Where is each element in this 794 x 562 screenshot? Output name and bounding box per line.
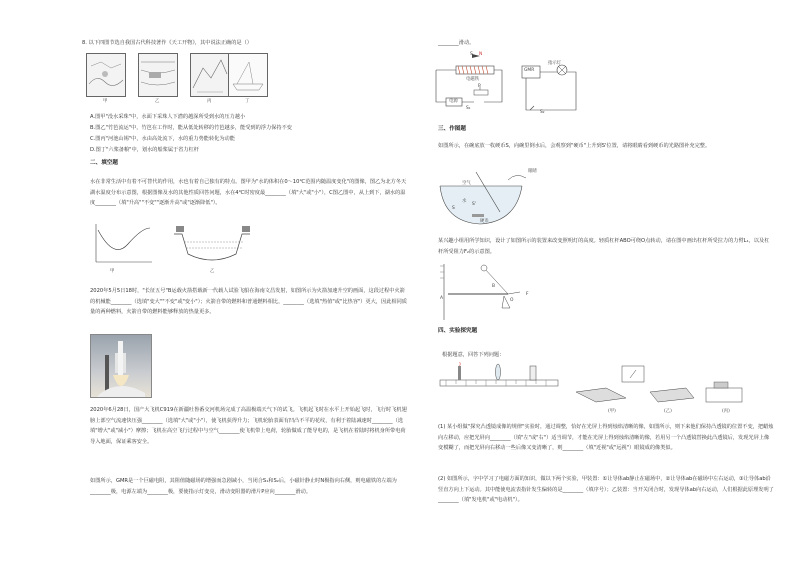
eye-label: 眼睛 [528, 169, 537, 174]
caption-b: (乙) [664, 409, 672, 414]
q8-option-a: A.图甲"没水采珠"中，水面下采珠人下潜的越深所受到水的压力越小 [90, 114, 246, 120]
q8-option-b: B.图乙"竹笆流运"中，竹笆在工作时，能从低处转移的竹笆越多，能受到的浮力保持不变 [90, 125, 292, 131]
q9-caption-yi: 乙 [210, 269, 215, 274]
water-label: 水 [462, 199, 467, 204]
q8-option-d: D.图丁"六桨备粮"中，划水的船桨属于省力杠杆 [90, 147, 199, 153]
section-3-heading: 三、作图题 [438, 126, 466, 132]
caption-bing: 丙 [207, 99, 212, 104]
q12-text: 如图所示，GMR是一个巨磁电阻，其阻值随磁场的增强而急剧减小，当闭合S₁和S₂后，小磁针静止时N极指向右侧，则电磁铁的左端为________极，电源左端为________极，要使指示灯变亮，滑动变阻器的滑片P应向________滑动。 [90, 478, 397, 495]
q9-caption-jia: 甲 [110, 269, 115, 274]
q9-figures [92, 222, 292, 270]
lever-o-label: O [510, 298, 514, 303]
section-2-heading: 二、填空题 [90, 160, 118, 166]
gmr-label: GMR [524, 68, 535, 73]
rocket-photo [90, 334, 152, 398]
power-label: 电源 [449, 99, 458, 104]
s-prime-label: S' [472, 202, 476, 207]
q15-item1: (1) 某小组做"探究凸透镜成像的规律"实验时，通过调整，恰好在光屏上得到烛焰清晰的像，如图所示，则下来他们保持凸透镜的位置不变，把蜡烛向左移动，应把光屏向________（填"左"或"右"）适当调节，才能在光屏上得到烛焰清晰的像，若用另一个凸透镜替换此凸透镜后，发现光屏上像变模糊了，而把光屏向右移动一些后像又变清晰了，则________（填"近视"或"远视"）眼镜成的像类似。 [438, 424, 774, 451]
right-column [430, 0, 775, 562]
lever-a-label: A [440, 296, 444, 301]
compass-n-label: N [479, 52, 483, 57]
q8-stem: 8. 以下四图节选自我国古代科技著作《天工开物》，其中说法正确的是（） [82, 40, 252, 46]
switch-s1-label: S₁ [466, 106, 471, 111]
experiment-figures [436, 362, 766, 418]
caption-c: (丙) [722, 409, 730, 414]
caption-ding: 丁 [245, 99, 250, 104]
caption-jia: 甲 [103, 99, 108, 104]
q8-option-c: C.图丙"河池山锡"中，水由高处流下，水的重力势能转化为动能 [90, 136, 235, 142]
caption-yi: 乙 [155, 99, 160, 104]
slider-p-label: P [478, 84, 481, 89]
q13-text: 如图所示，在碗底放一枚硬币S，向碗里倒水后，会观察到"硬币"上升到S'位置，请将眼睛看到硬币的光路图补充完整。 [438, 143, 711, 149]
caption-a: (甲) [608, 409, 616, 414]
figure-yi [138, 53, 178, 97]
left-column [82, 0, 412, 562]
q9-text: 水在非常生活中有着不可替代的作用，水也有着自己独有的特点。图甲为"水的体积在0～10℃范围内随温度变化"的图像，图乙为北方冬天湖水温度分布示意图，根据图像及水的其他性质回答问题，水在4℃时密度最________（填"大"或"小"），C图乙图中，从上到下，湖水的温度________（填"升高""不变""逐渐升高"或"逐渐降低"）。 [90, 179, 407, 206]
lever-b-label: B [492, 284, 496, 289]
figure-bing [190, 53, 230, 97]
q15-intro: 根据题意，回答下列问题： [442, 352, 505, 358]
figure-jia [86, 53, 126, 97]
q15-item2: (2) 如图所示，字中学习了电磁方面的知识，做以下两个实验，甲装置：①让导体ab静止在磁场中，②让导体ab在磁场中左右运动，③让导体ab沿竖直方向上下运动。其中能使电流表指针发生偏转的是________（填序号）；乙装置：当开关闭合时，发现导体ab向右运动，人们根据此原理发明了________（填"发电机"或"电动机"）。 [438, 476, 774, 503]
figure-ding [228, 53, 268, 97]
air-label: 空气 [462, 181, 471, 186]
compass-s-label: S [470, 52, 473, 57]
electromagnet-label: 电磁铁 [466, 77, 480, 82]
q12-continuation: ________滑动。 [438, 40, 475, 46]
switch-s2-label: S₂ [540, 110, 545, 115]
lamp-label: 指示灯 [548, 61, 562, 66]
lever-figure [438, 262, 548, 322]
q14-text: 某兴趣小组用所学知识，设计了如图所示的装置来改变照明灯的高度。轻质杠杆ABO可绕O点转动，请在图中画出杠杆所受拉力的力臂L₁，以及杠杆所受阻力F₂的示意图。 [438, 238, 770, 255]
section-4-heading: 四、实验探究题 [438, 328, 478, 334]
coin-label: 硬币 [480, 219, 489, 224]
q10-text: 2020年5月5日18时，"长征五号"B运载火箭搭载新一代载人试验飞船在海南文昌发射，如图所示为火箭加速升空的画面，这段过程中火箭的机械能________（选填"变大""不变"或"变小"）；火箭自带的燃料和普通燃料相比，________（选填"热值"或"比热容"）更大，因此相同质量的两种燃料，火箭自带的燃料能够释放的热量更多。 [90, 288, 407, 315]
s-label: S [452, 206, 455, 211]
bowl-coin-figure [436, 166, 546, 228]
lever-f-label: F [526, 292, 529, 297]
q11-text: 2020年6月28日，国产大飞机C919在新疆吐鲁番交河机场完成了高温极端天气下的试飞。飞机起飞时在水平上开始起飞时，飞行时飞机翅膀上部空气流速快压强________（选填"大"或"小"），使飞机获得升力；飞机轮胎表面有凹凸不平的花纹，有利于着陆减速时________（选填"增大"或"减小"）摩擦；飞机在高空飞行过程中与空气________使飞机带上电荷，轮胎做成了能导电的，是飞机在着陆时将机身所带电荷导入地面，保证乘客安全。 [90, 407, 407, 445]
